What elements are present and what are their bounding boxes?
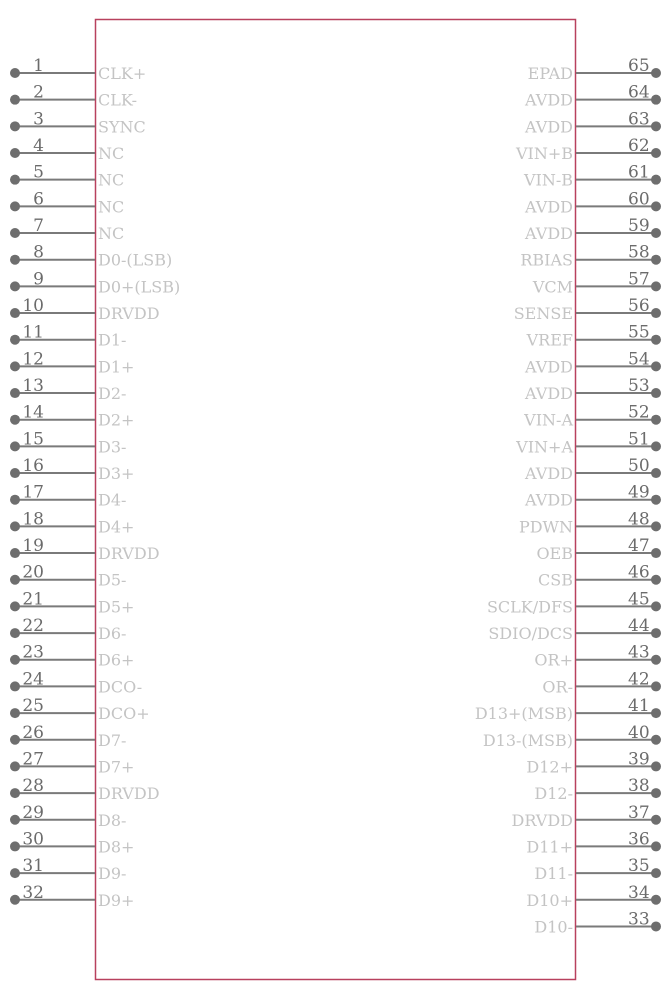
- pin-number: 1: [33, 56, 44, 76]
- pin-terminal-dot: [651, 495, 661, 505]
- pin-number: 24: [22, 669, 44, 690]
- pin-number: 16: [22, 456, 44, 477]
- pin-47: [536, 536, 661, 563]
- pin-name: D11-: [534, 864, 573, 884]
- pin-number: 43: [628, 642, 650, 663]
- pin-number: 41: [628, 696, 650, 717]
- pin-name: D6+: [98, 650, 135, 670]
- pin-3: [10, 109, 146, 136]
- pin-number: 2: [33, 82, 44, 103]
- pin-21: [10, 589, 134, 616]
- pin-terminal-dot: [10, 415, 20, 425]
- pin-number: 13: [22, 376, 44, 397]
- pin-number: 64: [628, 82, 650, 103]
- pin-number: 59: [628, 216, 650, 237]
- pin-terminal-dot: [651, 308, 661, 318]
- pin-terminal-dot: [10, 495, 20, 505]
- pin-terminal-dot: [651, 628, 661, 638]
- pin-29: [10, 803, 126, 830]
- pin-number: 62: [628, 136, 650, 157]
- pin-23: [10, 643, 134, 670]
- pin-4: [10, 136, 124, 163]
- pin-14: [10, 403, 134, 430]
- pin-terminal-dot: [10, 815, 20, 825]
- pin-34: [526, 883, 661, 910]
- pin-name: D12+: [526, 757, 573, 777]
- pin-name: NC: [98, 224, 125, 244]
- pin-name: VIN+A: [516, 437, 573, 457]
- pin-name: OR+: [534, 650, 573, 670]
- pin-11: [10, 323, 126, 350]
- pin-20: [10, 563, 126, 590]
- pin-terminal-dot: [651, 388, 661, 398]
- pin-name: D9-: [98, 864, 127, 884]
- pin-12: [10, 349, 134, 376]
- pin-name: RBIAS: [520, 250, 573, 270]
- pin-number: 31: [22, 856, 44, 877]
- pin-number: 3: [33, 109, 44, 130]
- pin-terminal-dot: [651, 415, 661, 425]
- pin-33: [534, 909, 661, 936]
- pin-43: [534, 643, 661, 670]
- pin-7: [10, 216, 124, 243]
- pin-terminal-dot: [651, 708, 661, 718]
- pin-name: D2-: [98, 384, 127, 404]
- pin-name: SYNC: [98, 117, 146, 137]
- pin-number: 23: [22, 642, 44, 663]
- pin-number: 42: [628, 669, 650, 690]
- pin-terminal-dot: [10, 788, 20, 798]
- pin-name: D9+: [98, 890, 135, 910]
- pin-name: NC: [98, 197, 125, 217]
- pin-name: NC: [98, 144, 125, 164]
- pin-terminal-dot: [651, 921, 661, 931]
- pin-number: 47: [628, 536, 650, 557]
- pin-number: 12: [22, 349, 44, 370]
- pin-44: [488, 616, 661, 643]
- pin-name: NC: [98, 170, 125, 190]
- pin-name: PDWN: [518, 517, 573, 537]
- pin-51: [515, 429, 661, 456]
- pin-22: [10, 616, 126, 643]
- pin-terminal-dot: [651, 281, 661, 291]
- pin-name: D13+(MSB): [474, 704, 573, 724]
- pin-18: [10, 509, 134, 536]
- pin-number: 15: [22, 429, 44, 450]
- pin-name: DCO+: [98, 704, 150, 724]
- pin-terminal-dot: [10, 388, 20, 398]
- pin-terminal-dot: [651, 841, 661, 851]
- pin-terminal-dot: [10, 868, 20, 878]
- pin-name: D7+: [98, 757, 135, 777]
- pin-terminal-dot: [10, 68, 20, 78]
- pin-16: [10, 456, 134, 483]
- pin-terminal-dot: [10, 708, 20, 718]
- pin-number: 32: [22, 882, 44, 903]
- pin-terminal-dot: [10, 548, 20, 558]
- pin-42: [542, 669, 661, 696]
- pin-terminal-dot: [651, 548, 661, 558]
- pin-name: AVDD: [525, 464, 573, 484]
- pin-terminal-dot: [651, 815, 661, 825]
- pin-name: D12-: [534, 784, 573, 804]
- pin-number: 7: [33, 216, 44, 237]
- pin-name: D7-: [98, 730, 127, 750]
- pin-terminal-dot: [651, 468, 661, 478]
- pin-name: VREF: [526, 330, 573, 350]
- pin-28: [10, 776, 160, 803]
- pin-name: D8+: [98, 837, 135, 857]
- pin-terminal-dot: [10, 841, 20, 851]
- pin-number: 28: [22, 776, 44, 797]
- pin-1: [10, 56, 146, 83]
- pin-number: 65: [628, 56, 650, 76]
- pin-terminal-dot: [651, 148, 661, 158]
- pin-name: D8-: [98, 810, 127, 830]
- pin-terminal-dot: [10, 575, 20, 585]
- pin-name: AVDD: [525, 490, 573, 510]
- pin-52: [523, 403, 661, 430]
- pin-terminal-dot: [10, 148, 20, 158]
- pin-39: [526, 749, 661, 776]
- pin-name: D3+: [98, 464, 135, 484]
- pin-terminal-dot: [651, 175, 661, 185]
- pin-35: [534, 856, 661, 883]
- pin-terminal-dot: [651, 868, 661, 878]
- pin-terminal-dot: [10, 441, 20, 451]
- pin-number: 20: [22, 562, 44, 583]
- pin-terminal-dot: [651, 201, 661, 211]
- pin-27: [10, 749, 134, 776]
- pin-63: [524, 109, 661, 136]
- pin-name: AVDD: [525, 357, 573, 377]
- pin-15: [10, 429, 126, 456]
- pin-name: AVDD: [525, 384, 573, 404]
- pin-name: OEB: [536, 544, 573, 564]
- pin-number: 58: [628, 242, 650, 263]
- pin-number: 48: [628, 509, 650, 530]
- pin-2: [10, 83, 137, 110]
- pin-number: 45: [628, 589, 650, 610]
- pin-64: [524, 83, 661, 110]
- pin-number: 9: [33, 269, 44, 290]
- pin-number: 14: [22, 402, 44, 423]
- right-pin-column: [475, 56, 661, 936]
- pin-name: VCM: [532, 277, 573, 297]
- pin-37: [511, 803, 661, 830]
- pin-name: DRVDD: [98, 544, 160, 564]
- pin-terminal-dot: [10, 281, 20, 291]
- pin-number: 56: [628, 296, 650, 317]
- pin-57: [532, 269, 661, 296]
- pin-terminal-dot: [651, 441, 661, 451]
- pin-terminal-dot: [651, 735, 661, 745]
- pin-number: 63: [628, 109, 650, 130]
- pin-40: [483, 723, 661, 750]
- pin-terminal-dot: [10, 681, 20, 691]
- pin-name: AVDD: [525, 197, 573, 217]
- pin-terminal-dot: [651, 95, 661, 105]
- pin-terminal-dot: [10, 761, 20, 771]
- pin-6: [10, 189, 124, 216]
- pin-46: [538, 563, 661, 590]
- pin-number: 8: [33, 242, 44, 263]
- pin-name: DCO-: [98, 677, 143, 697]
- pin-terminal-dot: [10, 628, 20, 638]
- pin-38: [534, 776, 661, 803]
- pin-32: [10, 883, 134, 910]
- pin-58: [520, 243, 661, 270]
- pin-terminal-dot: [651, 655, 661, 665]
- pin-name: VIN-A: [524, 410, 573, 430]
- pin-number: 46: [628, 562, 650, 583]
- pin-terminal-dot: [651, 601, 661, 611]
- pin-terminal-dot: [651, 255, 661, 265]
- pin-number: 61: [628, 162, 650, 183]
- pin-name: D10-: [534, 917, 573, 937]
- pin-name: D1+: [98, 357, 135, 377]
- pin-number: 25: [22, 696, 44, 717]
- pin-number: 54: [628, 349, 650, 370]
- pin-65: [528, 56, 661, 83]
- pin-terminal-dot: [10, 521, 20, 531]
- pin-31: [10, 856, 126, 883]
- pin-number: 26: [22, 722, 44, 743]
- pin-name: DRVDD: [98, 304, 160, 324]
- pin-45: [487, 589, 661, 616]
- pin-name: SCLK/DFS: [486, 597, 573, 617]
- pin-terminal-dot: [10, 95, 20, 105]
- pin-number: 34: [628, 882, 650, 903]
- pin-name: D13-(MSB): [482, 730, 573, 750]
- pin-5: [10, 163, 124, 190]
- pin-terminal-dot: [10, 255, 20, 265]
- pin-55: [526, 323, 661, 350]
- pin-name: CLK+: [98, 64, 147, 83]
- pin-name: D4+: [98, 517, 135, 537]
- pin-terminal-dot: [651, 68, 661, 78]
- pin-number: 11: [22, 322, 44, 343]
- pin-56: [514, 296, 661, 323]
- pin-number: 36: [628, 829, 650, 850]
- pin-10: [10, 296, 160, 323]
- pin-13: [10, 376, 126, 403]
- pin-54: [524, 349, 661, 376]
- pin-50: [524, 456, 661, 483]
- pin-number: 55: [628, 322, 650, 343]
- pin-number: 10: [22, 296, 44, 317]
- pin-number: 17: [22, 482, 44, 503]
- pin-number: 19: [22, 536, 44, 557]
- pin-name: EPAD: [527, 64, 573, 83]
- pin-terminal-dot: [651, 121, 661, 131]
- pin-name: VIN-B: [523, 170, 573, 190]
- pin-number: 38: [628, 776, 650, 797]
- pin-number: 18: [22, 509, 44, 530]
- pin-name: OR-: [542, 677, 573, 697]
- pin-name: CSB: [538, 570, 573, 590]
- pin-number: 53: [628, 376, 650, 397]
- pin-terminal-dot: [10, 361, 20, 371]
- pin-number: 4: [33, 136, 44, 157]
- pin-30: [10, 829, 134, 856]
- pin-terminal-dot: [10, 601, 20, 611]
- pin-terminal-dot: [10, 175, 20, 185]
- pin-terminal-dot: [10, 895, 20, 905]
- pin-terminal-dot: [651, 761, 661, 771]
- pin-name: D4-: [98, 490, 127, 510]
- pin-name: D3-: [98, 437, 127, 457]
- pin-25: [10, 696, 150, 723]
- pin-number: 52: [628, 402, 650, 423]
- pin-name: D0-(LSB): [98, 250, 173, 270]
- pin-60: [524, 189, 661, 216]
- pin-36: [526, 829, 661, 856]
- pin-name: D10+: [526, 890, 573, 910]
- pin-terminal-dot: [651, 895, 661, 905]
- pin-terminal-dot: [10, 655, 20, 665]
- pin-number: 5: [33, 162, 44, 183]
- pin-name: SDIO/DCS: [488, 624, 573, 644]
- pin-number: 39: [628, 749, 650, 770]
- pin-terminal-dot: [651, 335, 661, 345]
- ic-body-outline: [96, 20, 576, 980]
- pin-59: [524, 216, 661, 243]
- pin-name: CLK-: [98, 90, 138, 110]
- pin-name: D0+(LSB): [98, 277, 181, 297]
- pin-number: 51: [628, 429, 650, 450]
- pin-terminal-dot: [10, 121, 20, 131]
- pin-terminal-dot: [651, 681, 661, 691]
- pin-terminal-dot: [651, 575, 661, 585]
- pin-name: D11+: [526, 837, 573, 857]
- pin-name: D2+: [98, 410, 135, 430]
- pin-name: D5-: [98, 570, 127, 590]
- pin-number: 27: [22, 749, 44, 770]
- pin-name: D6-: [98, 624, 127, 644]
- pin-name: DRVDD: [511, 810, 573, 830]
- pin-terminal-dot: [10, 735, 20, 745]
- pin-terminal-dot: [10, 468, 20, 478]
- pin-name: VIN+B: [515, 144, 573, 164]
- pin-number: 50: [628, 456, 650, 477]
- pin-number: 29: [22, 802, 44, 823]
- pin-terminal-dot: [10, 335, 20, 345]
- pin-number: 35: [628, 856, 650, 877]
- pin-number: 60: [628, 189, 650, 210]
- pin-number: 49: [628, 482, 650, 503]
- pin-name: D1-: [98, 330, 127, 350]
- pin-terminal-dot: [651, 228, 661, 238]
- pin-61: [523, 163, 661, 190]
- pin-49: [524, 483, 661, 510]
- pin-24: [10, 669, 142, 696]
- pin-number: 57: [628, 269, 650, 290]
- pin-number: 21: [22, 589, 44, 610]
- pin-name: AVDD: [525, 90, 573, 110]
- pin-terminal-dot: [651, 521, 661, 531]
- pin-number: 33: [628, 909, 650, 930]
- pin-8: [10, 243, 172, 270]
- pin-name: SENSE: [513, 304, 573, 324]
- pin-number: 22: [22, 616, 44, 637]
- pin-terminal-dot: [10, 201, 20, 211]
- pin-48: [519, 509, 661, 536]
- pin-19: [10, 536, 160, 563]
- pin-name: DRVDD: [98, 784, 160, 804]
- pin-terminal-dot: [651, 361, 661, 371]
- pin-26: [10, 723, 126, 750]
- pin-number: 37: [628, 802, 650, 823]
- pin-terminal-dot: [651, 788, 661, 798]
- pin-name: AVDD: [525, 117, 573, 137]
- pin-53: [524, 376, 661, 403]
- pin-name: AVDD: [525, 224, 573, 244]
- pin-62: [515, 136, 661, 163]
- pin-terminal-dot: [10, 308, 20, 318]
- pin-number: 40: [628, 722, 650, 743]
- pin-17: [10, 483, 126, 510]
- pin-41: [475, 696, 661, 723]
- pin-terminal-dot: [10, 228, 20, 238]
- pin-number: 6: [33, 189, 44, 210]
- pin-number: 30: [22, 829, 44, 850]
- pin-number: 44: [628, 616, 650, 637]
- pin-name: D5+: [98, 597, 135, 617]
